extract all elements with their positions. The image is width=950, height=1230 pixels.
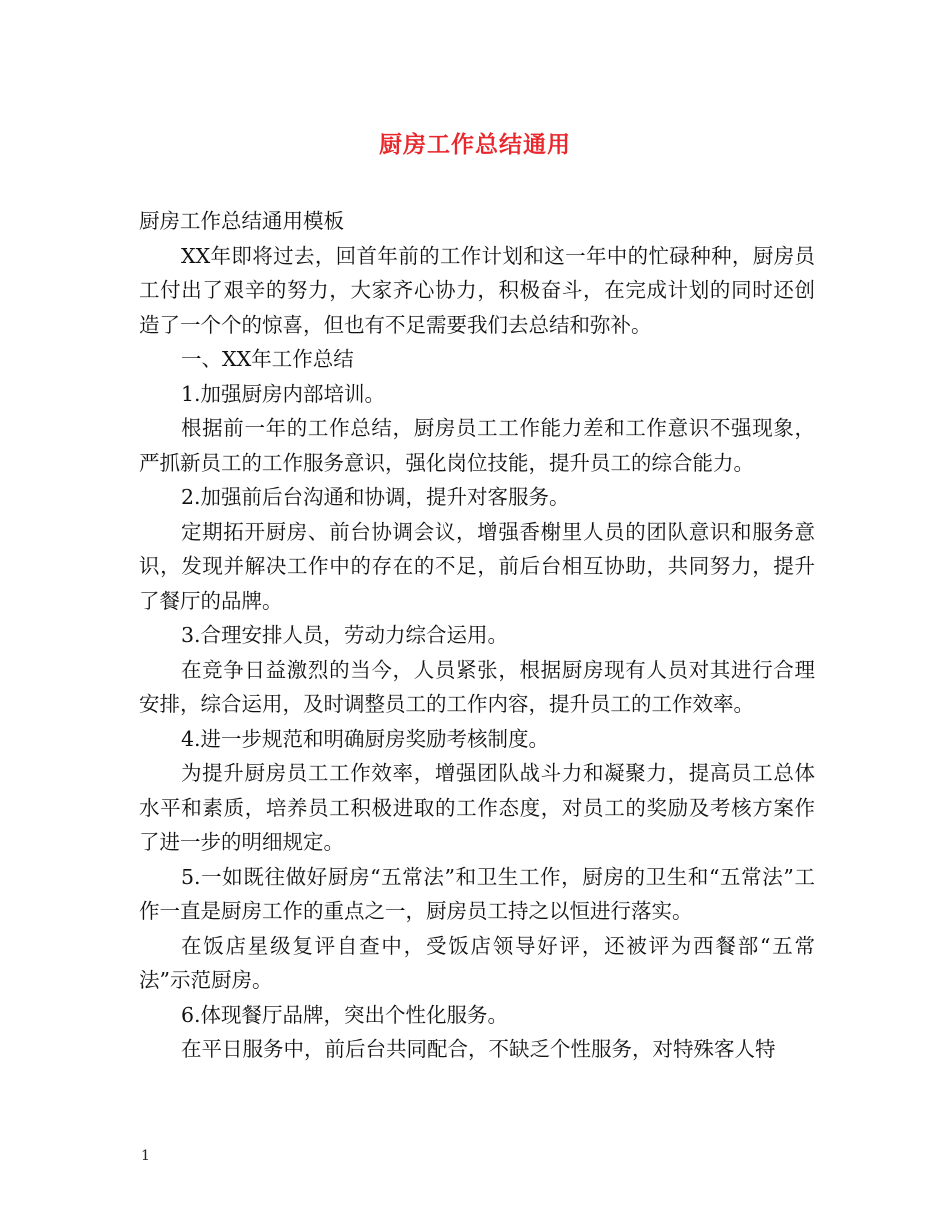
item-heading: 5.一如既往做好厨房“五常法”和卫生工作，厨房的卫生和“五常法”工作一直是厨房工作的重点之一，厨房员工持之以恒进行落实。 (139, 864, 815, 923)
paragraph: 为提升厨房员工工作效率，增强团队战斗力和凝聚力，提高员工总体水平和素质，培养员工积极进取的工作态度，对员工的奖励及考核方案作了进一步的明细规定。 (139, 761, 815, 854)
document-title: 厨房工作总结通用 (379, 131, 571, 158)
item-heading: 2.加强前后台沟通和协调，提升对客服务。 (181, 485, 570, 509)
item-heading: 1.加强厨房内部培训。 (181, 381, 386, 406)
item-heading: 3.合理安排人员，劳动力综合运用。 (181, 623, 509, 647)
item-heading: 4.进一步规范和明确厨房奖励考核制度。 (181, 726, 550, 751)
page-number: 1 (141, 1148, 150, 1164)
item-heading: 6.体现餐厅品牌，突出个性化服务。 (181, 1002, 509, 1027)
paragraph: 在平日服务中，前后台共同配合，不缺乏个性服务，对特殊客人特 (181, 1037, 776, 1061)
paragraph: XX年即将过去，回首年前的工作计划和这一年中的忙碌种种，厨房员工付出了艰辛的努力，大家齐心协力，积极奋斗，在完成计划的同时还创造了一个个的惊喜，但也有不足需要我们去总结和弥补。 (139, 243, 815, 337)
section-heading: 一、XX年工作总结 (181, 347, 354, 371)
document-body (139, 204, 815, 1067)
document-subtitle: 厨房工作总结通用模板 (139, 209, 344, 233)
paragraph: 根据前一年的工作总结，厨房员工工作能力差和工作意识不强现象，严抓新员工的工作服务意识，强化岗位技能，提升员工的综合能力。 (139, 416, 815, 475)
paragraph: 定期拓开厨房、前台协调会议，增强香榭里人员的团队意识和服务意识，发现并解决工作中的存在的不足，前后台相互协助，共同努力，提升了餐厅的品牌。 (139, 519, 815, 613)
paragraph: 在饭店星级复评自查中，受饭店领导好评，还被评为西餐部“五常法”示范厨房。 (139, 933, 815, 992)
paragraph: 在竞争日益激烈的当今，人员紧张，根据厨房现有人员对其进行合理安排，综合运用，及时调整员工的工作内容，提升员工的工作效率。 (139, 657, 815, 716)
